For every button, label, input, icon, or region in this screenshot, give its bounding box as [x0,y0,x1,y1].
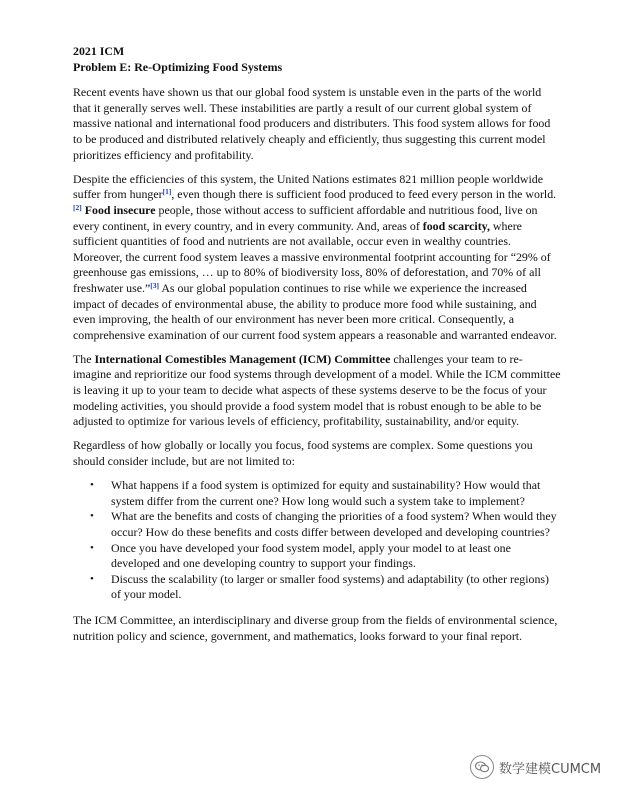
text-span: Despite the efficiencies of this system, the United Nations estimates 821 million people worldwide suffer from hunger [73,171,544,202]
wechat-icon [470,755,494,779]
committee-name: International Comestibles Management (ICM) Committee [94,351,391,366]
citation-link-2[interactable]: [2] [73,202,82,212]
text-span: where sufficient quantities of food and nutrients are not available, occur even in wealthy countries. Moreover, the current food system leaves a massive environmental footprint accounting for “29% of greenhouse gas emissions, … up to 80% of biodiversity loss, 80% of deforestation, and 70% of all freshwater use.” [73,218,551,295]
term-food-scarcity: food scarcity, [422,218,490,233]
question-text: What happens if a food system is optimized for equity and sustainability? How would that system differ from the current one? How long would such a system take to implement? [111,478,541,508]
watermark-text: 数学建模CUMCM [499,761,602,777]
question-text: What are the benefits and costs of changing the priorities of a food system? When would they occur? How do these benefits and costs differ between developed and developing countries? [111,509,557,539]
text-span: people, those without access to sufficient affordable and nutritious food, live on every continent, in every country, and in every community. And, areas of [73,202,538,233]
paragraph-questions-intro: Regardless of how globally or locally you focus, food systems are complex. Some questions you should consider include, but are not limited to: [73,438,533,469]
title-spacer [73,75,561,85]
paragraph-committee [73,352,561,430]
bullet-icon: • [90,541,94,554]
list-item [73,572,561,603]
problem-title: Problem E: Re-Optimizing Food Systems [73,59,283,74]
list-item [73,478,561,509]
bullet-icon: • [90,572,94,585]
watermark [470,753,620,781]
citation-link-1[interactable]: [1] [162,187,172,197]
bullet-icon: • [90,510,94,523]
paragraph-hunger [73,172,561,344]
text-span: , even though there is sufficient food produced to feed every person in the world. [171,187,557,202]
document-page [73,44,561,653]
term-food-insecure: Food insecure [84,202,156,217]
paragraph-closing: The ICM Committee, an interdisciplinary and diverse group from the fields of environmental science, nutrition policy and science, government, and mathematics, looks forward to your final report. [73,612,558,643]
citation-link-3[interactable]: [3] [150,280,159,290]
list-item [73,509,561,540]
question-list [73,478,561,603]
text-span: challenges your team to re-imagine and reprioritize our food systems through development of a model. While the ICM committee is leaving it up to your team to decide what aspects of these systems deserve to be the focus of your modeling activities, you should provide a food system model that is robust enough to be able to be adjusted to optimize for various levels of efficiency, profitability, sustainability, and/or equity. [73,351,561,429]
text-span: As our global population continues to rise while we experience the increased impact of decades of environmental abuse, the ability to produce more food while sustaining, and even improving, the health of our environment has never been more critical. Consequently, a comprehensive examination of our current food system appears a reasonable and warranted endeavor. [73,280,557,342]
bullet-icon: • [90,479,94,492]
document-year: 2021 ICM [73,44,125,58]
question-text: Discuss the scalability (to larger or smaller food systems) and adaptability (to other regions) of your model. [111,571,549,602]
paragraph-intro: Recent events have shown us that our global food system is unstable even in the parts of the world that it generally serves well. These instabilities are partly a result of our current global system of massive national and international food producers and distributers. This food system allows for food to be produced and distributed relatively cheaply and efficiently, thus suggesting this current model prioritizes efficiency and profitability. [73,85,551,162]
question-text: Once you have developed your food system model, apply your model to at least one developed and one developing country to support your findings. [111,540,511,571]
list-item [73,541,561,572]
text-span: The [73,351,95,366]
